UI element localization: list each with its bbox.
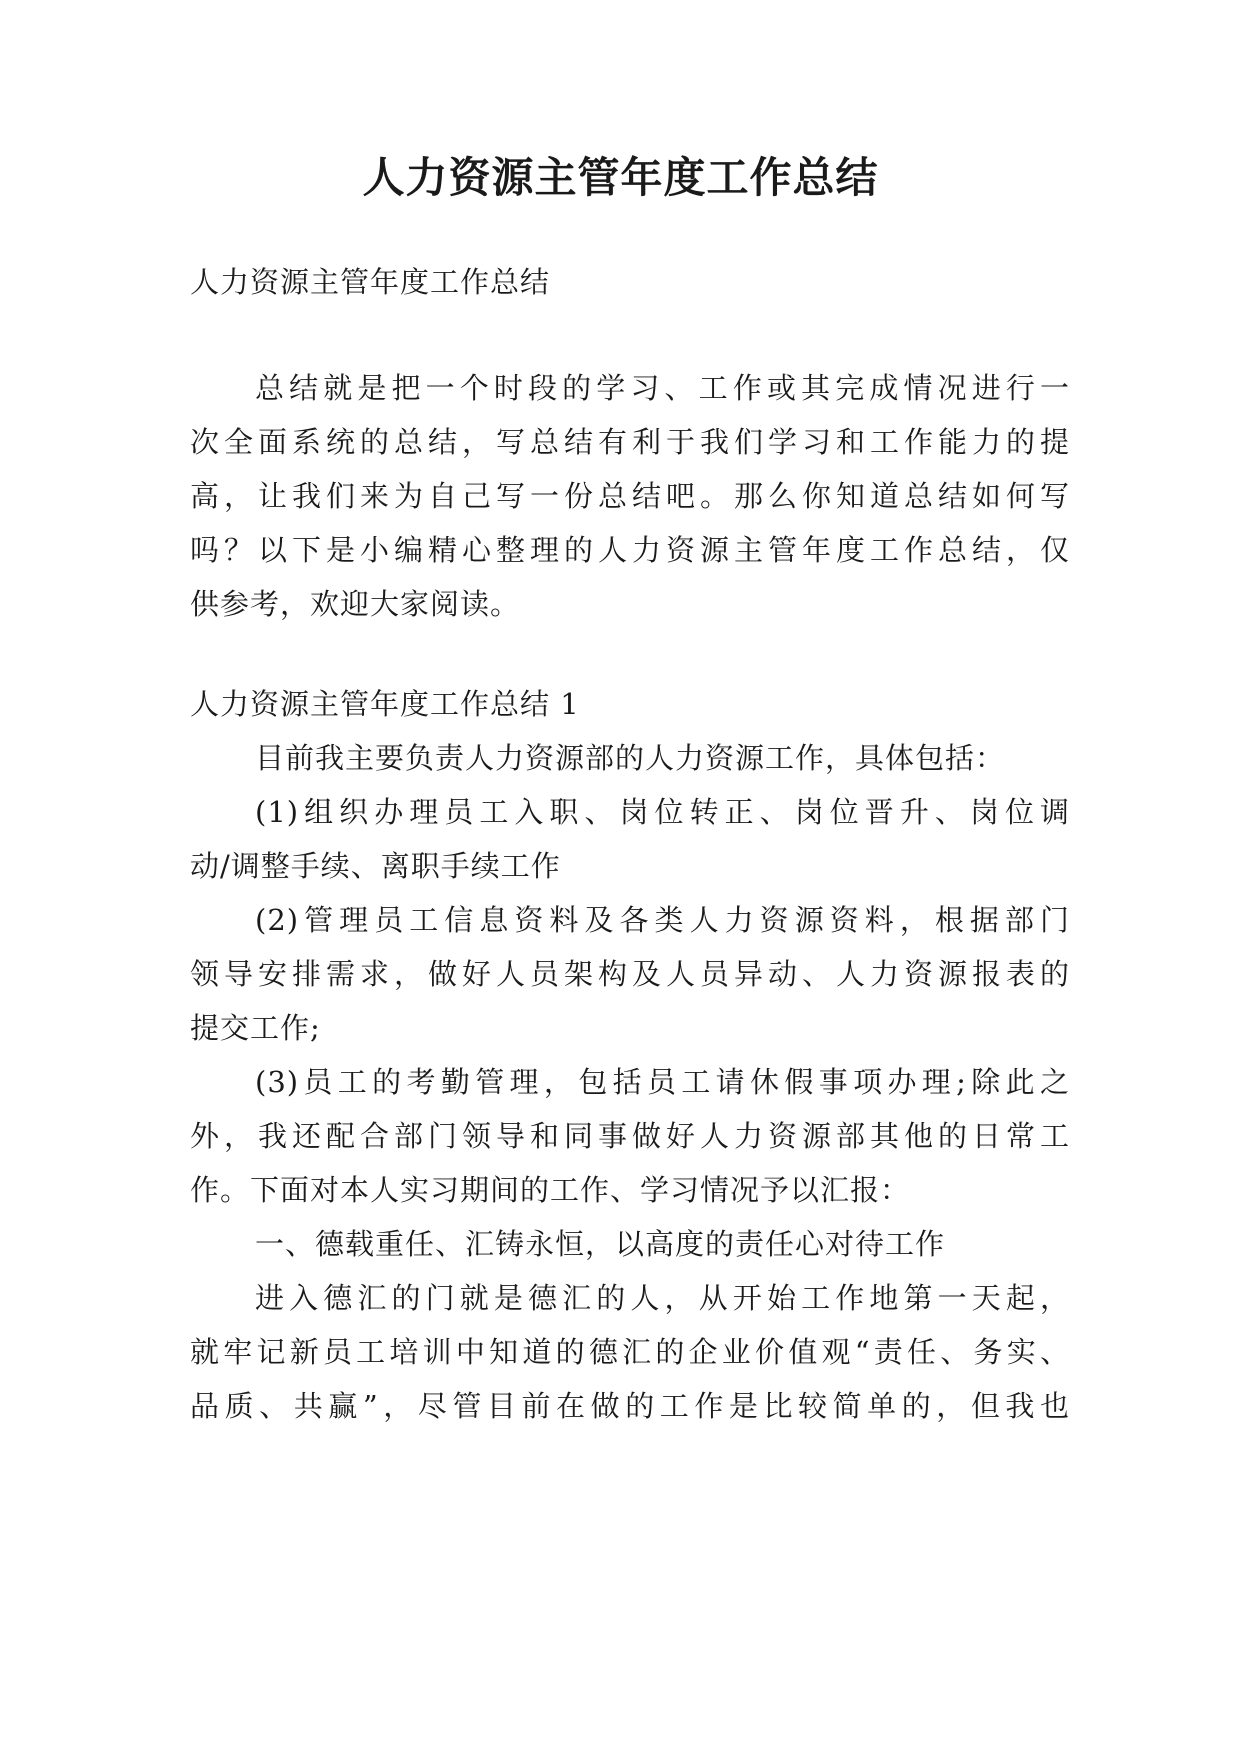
section-heading: 人力资源主管年度工作总结 1 <box>190 687 580 721</box>
body-line: 动/调整手续、离职手续工作 <box>190 849 561 883</box>
intro-paragraph-line: 高，让我们来为自己写一份总结吧。那么你知道总结如何写 <box>190 479 1070 513</box>
body-line: (2)管理员工信息资料及各类人力资源资料，根据部门 <box>255 903 1070 937</box>
body-line: 领导安排需求，做好人员架构及人员异动、人力资源报表的 <box>190 957 1070 991</box>
subtitle-line: 人力资源主管年度工作总结 <box>190 265 551 299</box>
body-line: (1)组织办理员工入职、岗位转正、岗位晋升、岗位调 <box>255 795 1070 829</box>
intro-paragraph-line: 次全面系统的总结，写总结有利于我们学习和工作能力的提 <box>190 425 1070 459</box>
body-line: 作。下面对本人实习期间的工作、学习情况予以汇报： <box>190 1173 911 1207</box>
body-line: 一、德载重任、汇铸永恒，以高度的责任心对待工作 <box>255 1227 946 1261</box>
body-line: 提交工作; <box>190 1011 321 1045</box>
body-line: 进入德汇的门就是德汇的人，从开始工作地第一天起， <box>255 1281 1070 1315</box>
body-line: (3)员工的考勤管理，包括员工请休假事项办理;除此之 <box>255 1065 1070 1099</box>
body-line: 品质、共赢”，尽管目前在做的工作是比较简单的，但我也 <box>190 1389 1070 1423</box>
body-line: 外，我还配合部门领导和同事做好人力资源部其他的日常工 <box>190 1119 1070 1153</box>
intro-paragraph-line: 总结就是把一个时段的学习、工作或其完成情况进行一 <box>255 371 1070 405</box>
intro-paragraph-line: 吗？以下是小编精心整理的人力资源主管年度工作总结，仅 <box>190 533 1070 567</box>
body-line: 目前我主要负责人力资源部的人力资源工作，具体包括： <box>255 741 1006 775</box>
document-title: 人力资源主管年度工作总结 <box>362 153 879 202</box>
intro-paragraph-line: 供参考，欢迎大家阅读。 <box>190 587 521 621</box>
body-line: 就牢记新员工培训中知道的德汇的企业价值观“责任、务实、 <box>190 1335 1070 1369</box>
